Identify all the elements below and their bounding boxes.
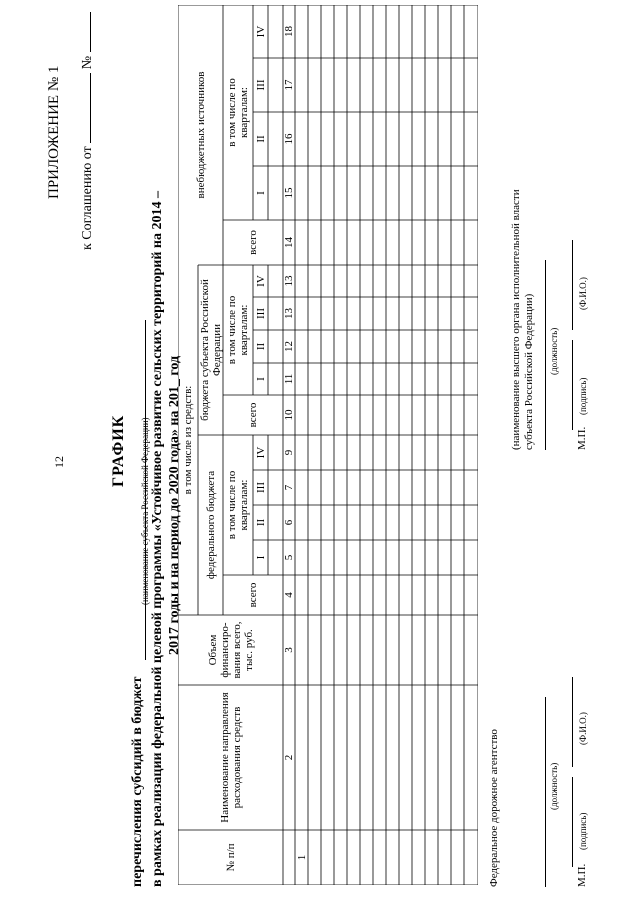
agreement-number-blank (90, 12, 91, 52)
number-sign: № (80, 55, 95, 70)
colnum-3: 3 (283, 647, 295, 653)
q1-subject: I (254, 377, 267, 381)
colnum-16: 16 (283, 133, 295, 145)
colnum-13b: 13 (283, 275, 295, 287)
right-fio-line (572, 240, 573, 330)
right-position-line (545, 260, 546, 450)
page-number: 12 (52, 456, 66, 468)
left-position-caption: (должность) (549, 762, 559, 810)
header-extra-quarters: в том числе по кварталам: (226, 78, 250, 147)
document-title: ГРАФИК (110, 414, 127, 487)
colnum-18: 18 (283, 26, 295, 37)
colnum-2: 2 (283, 754, 295, 761)
right-signature-line (572, 340, 573, 430)
header-federal-total: всего (247, 582, 259, 608)
right-org-line-1: (наименование высшего органа исполнительной власти (510, 189, 522, 450)
header-num: № п/п (224, 843, 237, 872)
q2-extra: II (254, 135, 267, 143)
q3-subject: III (254, 308, 267, 319)
header-federal-quarters: в том числе по кварталам: (226, 470, 250, 540)
header-extrabudget: внебюджетных источников (194, 71, 207, 199)
header-direction-name: Наименование направления расходования средств (218, 692, 243, 823)
header-including-sources: в том числе из средств: (182, 385, 194, 495)
appendix-title: ПРИЛОЖЕНИЕ № 1 (46, 65, 62, 199)
colnum-12: 12 (283, 341, 295, 352)
transfer-line: перечисления субсидий в бюджет (130, 676, 145, 887)
colnum-4: 4 (283, 592, 295, 598)
q2-subject: II (254, 342, 267, 351)
q3-extra: III (254, 79, 267, 91)
header-extra-total: всего (247, 230, 259, 255)
program-line-1: в рамках реализации федеральной целевой программы «Устойчивое развитие сельских территорий на 2014 – (150, 191, 165, 887)
colnum-13a: 13 (283, 308, 295, 319)
left-signature-line (572, 777, 573, 867)
agreement-date-blank (90, 73, 91, 143)
q4-extra: IV (254, 25, 267, 38)
left-position-line (545, 697, 546, 887)
colnum-5: 5 (283, 554, 295, 561)
left-signature-caption: (подпись) (578, 812, 588, 850)
header-subject-budget: бюджета субъекта Российской Федерации (198, 279, 223, 421)
q1-extra: I (254, 191, 267, 195)
colnum-7: 7 (283, 484, 295, 491)
header-volume: Объем финансиро-вания всего, тыс. руб. (206, 621, 255, 679)
q3-federal: III (254, 482, 267, 493)
header-subject-quarters: в том числе по кварталам: (226, 295, 250, 365)
colnum-6: 6 (283, 519, 295, 526)
colnum-14: 14 (283, 237, 295, 248)
header-subject-total: всего (247, 402, 259, 428)
right-org-line-2: субъекта Российской Федерации) (523, 293, 535, 450)
subject-note: (наименование субъекта Российской Федерации) (140, 417, 150, 605)
colnum-11: 11 (283, 373, 295, 385)
colnum-9: 9 (283, 449, 295, 456)
right-fio-caption: (Ф.И.О.) (578, 277, 588, 310)
left-fio-line (572, 677, 573, 767)
agreement-line (80, 12, 96, 250)
schedule-table (178, 5, 478, 885)
right-signature-caption: (подпись) (578, 377, 588, 415)
colnum-17: 17 (283, 79, 295, 91)
row-1-num: 1 (295, 854, 308, 861)
right-position-caption: (должность) (549, 327, 559, 375)
q4-subject: IV (254, 275, 267, 287)
program-line-2: 2017 годы и на период до 2020 года» на 201_ год (167, 355, 182, 655)
header-federal-budget: федерального бюджета (204, 470, 217, 580)
q1-federal: I (254, 555, 267, 560)
q4-federal: IV (254, 446, 267, 459)
left-fio-caption: (Ф.И.О.) (578, 712, 588, 745)
left-org-name: Федеральное дорожное агентство (488, 729, 500, 887)
right-mp: М.П. (576, 426, 588, 450)
agreement-prefix: к Соглашению от (80, 146, 95, 250)
q2-federal: II (254, 518, 267, 527)
colnum-10: 10 (283, 409, 295, 421)
colnum-15: 15 (283, 187, 295, 199)
left-mp: М.П. (576, 863, 588, 887)
